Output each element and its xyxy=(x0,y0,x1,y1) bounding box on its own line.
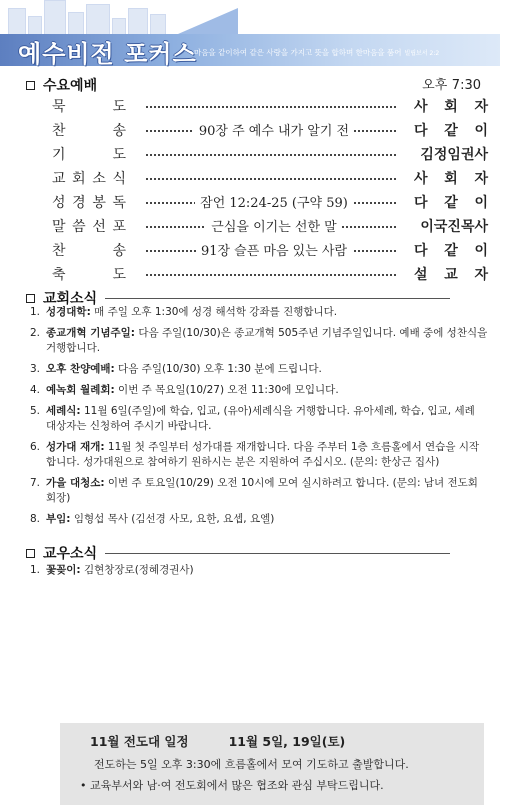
news-item-body xyxy=(46,383,488,398)
checkbox-square-icon xyxy=(26,549,35,558)
order-item-label xyxy=(52,96,126,116)
news-item-number: 1. xyxy=(30,564,41,576)
label-char: 교 xyxy=(52,171,66,187)
label-char: 기 xyxy=(52,147,66,163)
label-char: 포 xyxy=(112,219,126,235)
news-item-text: 이번 주 목요일(10/27) 오전 11:30에 모입니다. xyxy=(114,384,339,396)
label-char: 씀 xyxy=(72,219,86,235)
label-char: 소 xyxy=(92,171,106,187)
order-item-text: 잠언 12:24-25 (구약 59) xyxy=(195,196,353,211)
label-char: 회 xyxy=(72,171,86,187)
order-item-label xyxy=(52,216,126,236)
order-item-text: 근심을 이기는 선한 말 xyxy=(206,220,341,235)
news-item-keyword: 오후 찬양예배: xyxy=(46,363,115,375)
news-item-body xyxy=(46,404,488,434)
dotted-leader xyxy=(146,154,396,156)
label-char: 찬 xyxy=(52,123,66,139)
evangelism-heading xyxy=(90,732,345,750)
person-char: 자 xyxy=(474,267,488,283)
worship-order-row xyxy=(52,117,488,141)
worship-order-row xyxy=(52,261,488,285)
section-title: 교우소식 xyxy=(43,546,98,562)
news-item-number: 1. xyxy=(30,306,41,318)
person-char: 자 xyxy=(474,171,488,187)
evangelism-dates: 11월 5일, 19일(토) xyxy=(228,734,346,749)
person-char: 교 xyxy=(444,267,458,283)
label-char: 말 xyxy=(52,219,66,235)
news-item xyxy=(30,383,488,398)
news-item-text: 이번 주 토요일(10/29) 오전 10시에 모여 실시하려고 합니다. (문의: 남녀 전도회 회장) xyxy=(46,477,478,504)
news-item-number: 4. xyxy=(30,384,41,396)
news-item xyxy=(30,404,488,434)
person-char: 사 xyxy=(414,171,428,187)
order-item-content xyxy=(146,120,402,139)
person-char: 자 xyxy=(474,99,488,115)
order-item-label xyxy=(52,240,126,260)
label-char: 봉 xyxy=(92,195,106,211)
motto-verse: 마음을 같이하여 같은 사랑을 가지고 뜻을 합하며 한마음을 품어 xyxy=(194,48,402,57)
news-item-text: 매 주일 오후 1:30에 성경 해석학 강좌를 진행합니다. xyxy=(90,306,338,318)
news-item-keyword: 꽃꽂이: xyxy=(46,564,81,576)
order-item-label xyxy=(52,120,126,140)
service-time-label: 오후 xyxy=(422,78,448,93)
dotted-leader xyxy=(146,274,396,276)
church-news-list xyxy=(30,305,488,533)
news-item xyxy=(30,362,488,377)
order-item-label xyxy=(52,168,126,188)
news-item-body xyxy=(46,476,488,506)
order-item-label xyxy=(52,192,126,212)
order-item-content xyxy=(146,192,402,211)
order-item-person xyxy=(414,168,488,188)
label-char: 도 xyxy=(112,267,126,283)
news-item-text: 11월 첫 주일부터 성가대를 재개합니다. 다음 주부터 1층 흐름홀에서 연습을 시작합니다. 성가대원으로 참여하기 원하시는 분은 지원하여 주십시오. (문의: 한상근 집사) xyxy=(46,441,480,468)
person-char: 같 xyxy=(444,243,458,259)
person-char: 김정임권사 xyxy=(420,147,488,163)
section-divider xyxy=(105,298,450,299)
news-item-body xyxy=(46,305,488,320)
person-char: 설 xyxy=(414,267,428,283)
brand-title: 예수비전 포커스 xyxy=(18,40,197,68)
evangelism-title: 11월 전도대 일정 xyxy=(90,734,189,749)
label-char: 식 xyxy=(112,171,126,187)
order-item-person xyxy=(414,216,488,236)
section-title: 교회소식 xyxy=(43,291,98,307)
label-char: 경 xyxy=(72,195,86,211)
person-char: 이 xyxy=(474,123,488,139)
person-char: 이국진목사 xyxy=(420,219,488,235)
news-item-keyword: 성가대 재개: xyxy=(46,441,105,453)
order-item-person xyxy=(414,240,488,260)
news-item-body xyxy=(46,362,488,377)
order-item-content xyxy=(146,240,402,259)
person-char: 이 xyxy=(474,195,488,211)
order-item-label xyxy=(52,264,126,284)
worship-order-list xyxy=(52,93,488,285)
order-item-person xyxy=(414,264,488,284)
header-banner xyxy=(0,0,507,70)
news-item xyxy=(30,305,488,320)
news-item xyxy=(30,563,488,578)
section-divider xyxy=(105,553,450,554)
member-news-heading xyxy=(26,543,450,563)
news-item xyxy=(30,326,488,356)
checkbox-square-icon xyxy=(26,81,35,90)
member-news-list xyxy=(30,563,488,584)
person-char: 회 xyxy=(444,171,458,187)
person-char: 사 xyxy=(414,99,428,115)
order-item-text: 90장 주 예수 내가 알기 전 xyxy=(194,124,354,139)
wednesday-service-heading xyxy=(26,75,97,95)
checkbox-square-icon xyxy=(26,294,35,303)
order-item-person xyxy=(414,96,488,116)
dotted-leader xyxy=(146,178,396,180)
news-item xyxy=(30,512,488,527)
order-item-person xyxy=(414,144,488,164)
label-char: 묵 xyxy=(52,99,66,115)
person-char: 회 xyxy=(444,99,458,115)
person-char: 같 xyxy=(444,195,458,211)
order-item-person xyxy=(414,192,488,212)
news-item-body xyxy=(46,440,488,470)
label-char: 송 xyxy=(112,243,126,259)
news-item-keyword: 종교개혁 기념주일: xyxy=(46,327,135,339)
news-item-body xyxy=(46,563,488,578)
banner-triangle-decoration xyxy=(178,8,238,34)
label-char: 축 xyxy=(52,267,66,283)
news-item-keyword: 예녹회 월례회: xyxy=(46,384,115,396)
news-item-keyword: 성경대학: xyxy=(46,306,91,318)
evangelism-schedule-box xyxy=(60,723,484,805)
worship-order-row xyxy=(52,93,488,117)
label-char: 선 xyxy=(92,219,106,235)
worship-order-row xyxy=(52,237,488,261)
order-item-label xyxy=(52,144,126,164)
motto-reference: 빌립보서 2:2 xyxy=(404,50,440,57)
worship-order-row xyxy=(52,189,488,213)
service-time xyxy=(422,74,481,93)
person-char: 다 xyxy=(414,243,428,259)
news-item-number: 2. xyxy=(30,327,41,339)
section-title: 수요예배 xyxy=(43,78,98,94)
label-char: 도 xyxy=(112,99,126,115)
order-item-content xyxy=(146,216,402,235)
label-char: 찬 xyxy=(52,243,66,259)
news-item-number: 3. xyxy=(30,363,41,375)
person-char: 다 xyxy=(414,195,428,211)
news-item-body xyxy=(46,326,488,356)
news-item-keyword: 가을 대청소: xyxy=(46,477,105,489)
news-item-text: 임형섭 목사 (김선경 사모, 요한, 요셉, 요엘) xyxy=(70,513,275,525)
evangelism-line-2: • 교육부서와 남·여 전도회에서 많은 협조와 관심 부탁드립니다. xyxy=(80,779,384,792)
news-item-keyword: 부임: xyxy=(46,513,71,525)
worship-order-row xyxy=(52,141,488,165)
news-item-number: 5. xyxy=(30,405,41,417)
motto-text xyxy=(194,47,439,58)
label-char: 성 xyxy=(52,195,66,211)
news-item-text: 김현창장로(정혜경권사) xyxy=(80,564,194,576)
news-item-keyword: 세례식: xyxy=(46,405,81,417)
news-item-number: 6. xyxy=(30,441,41,453)
news-item-text: 다음 주일(10/30)은 종교개혁 505주년 기념주일입니다. 예배 중에 성찬식을 거행합니다. xyxy=(46,327,488,354)
evangelism-line-1: 전도하는 5일 오후 3:30에 흐름홀에서 모여 기도하고 출발합니다. xyxy=(94,758,409,771)
label-char: 독 xyxy=(112,195,126,211)
news-item-number: 8. xyxy=(30,513,41,525)
news-item xyxy=(30,476,488,506)
order-item-text: 91장 슬픈 마음 있는 사람 xyxy=(196,244,352,259)
order-item-person xyxy=(414,120,488,140)
news-item-text: 다음 주일(10/30) 오후 1:30 분에 드립니다. xyxy=(114,363,322,375)
person-char: 이 xyxy=(474,243,488,259)
person-char: 같 xyxy=(444,123,458,139)
news-item-text: 11월 6일(주일)에 학습, 입교, (유아)세례식을 거행합니다. 유아세례, 학습, 입교, 세례 대상자는 신청하여 주시기 바랍니다. xyxy=(46,405,475,432)
person-char: 다 xyxy=(414,123,428,139)
dotted-leader xyxy=(146,106,396,108)
label-char: 도 xyxy=(112,147,126,163)
worship-order-row xyxy=(52,213,488,237)
service-time-value: 7:30 xyxy=(451,78,481,93)
worship-order-row xyxy=(52,165,488,189)
news-item-body xyxy=(46,512,488,527)
news-item-number: 7. xyxy=(30,477,41,489)
label-char: 송 xyxy=(112,123,126,139)
news-item xyxy=(30,440,488,470)
